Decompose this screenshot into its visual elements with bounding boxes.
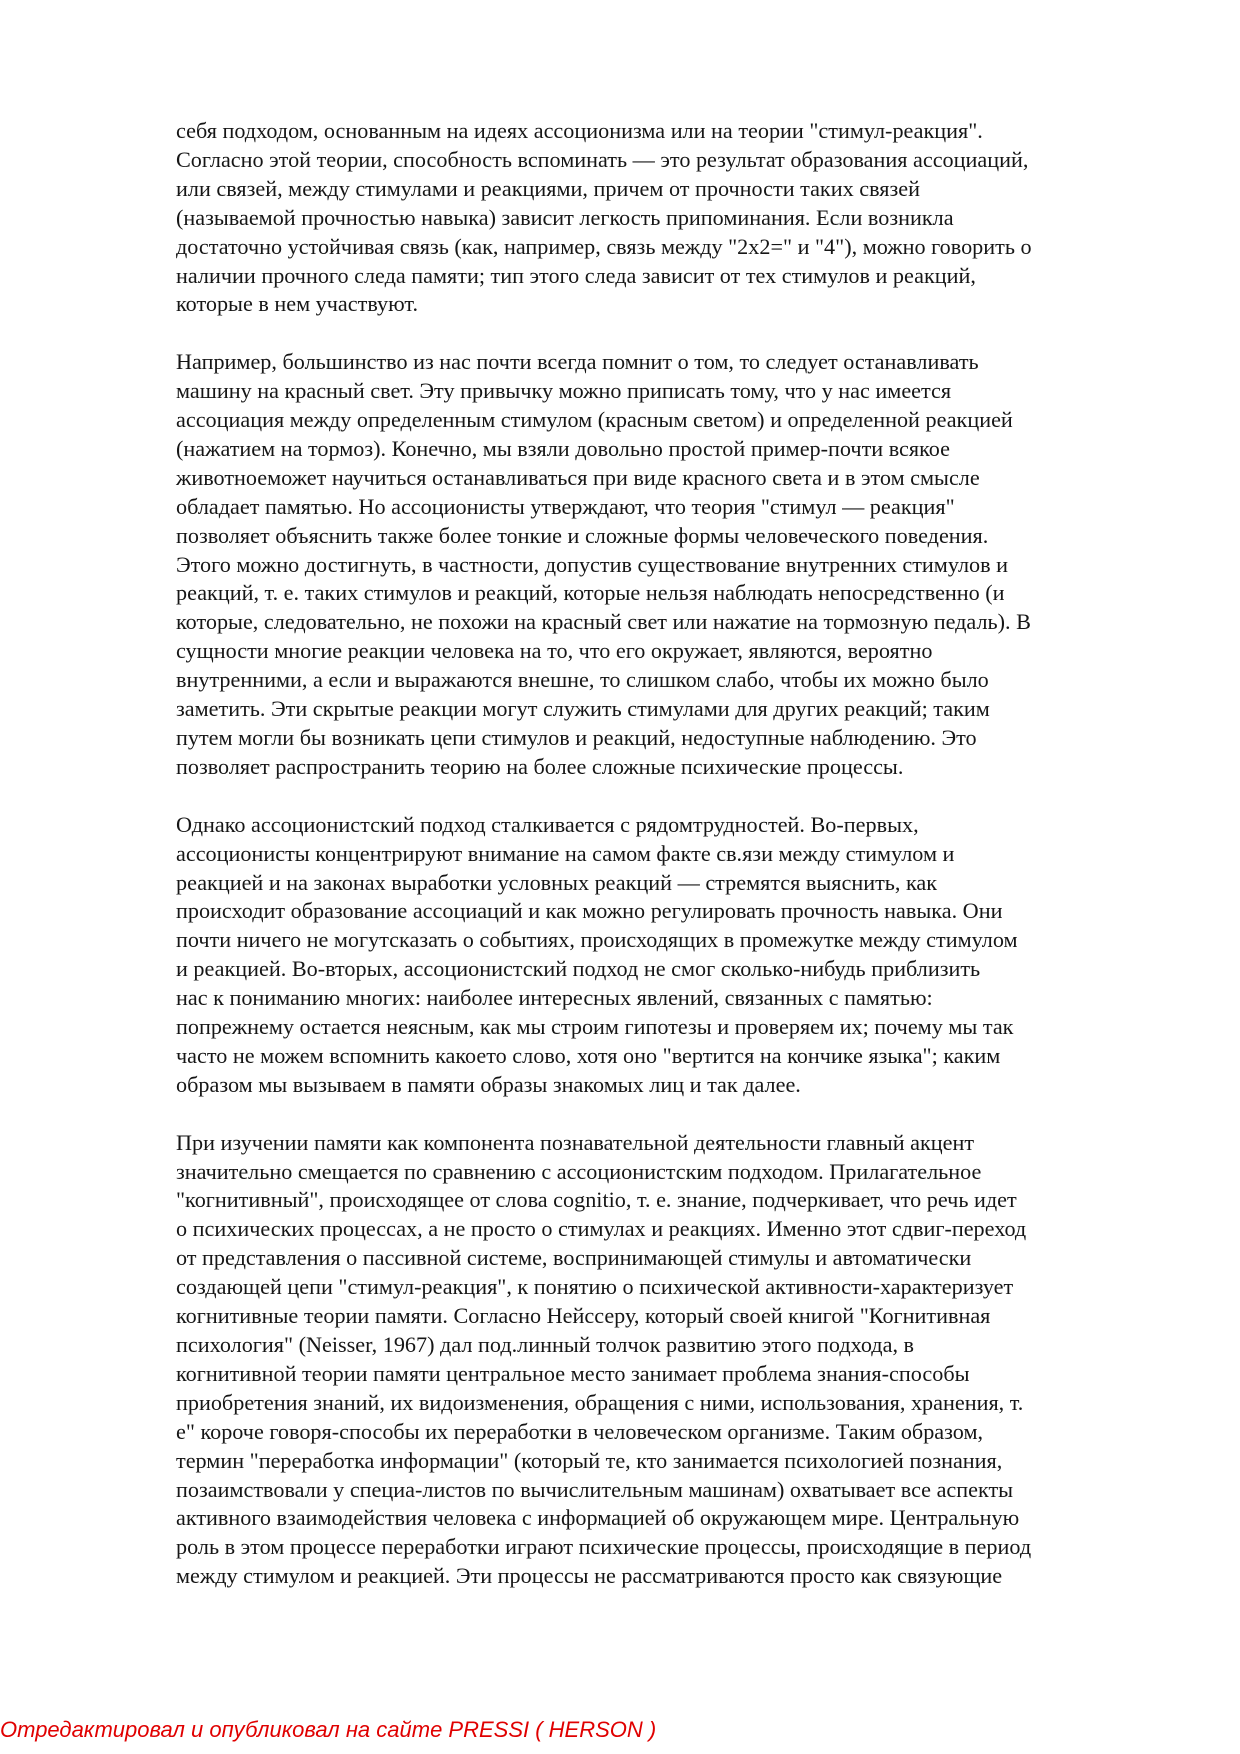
text-line: обладает памятью. Но ассоционисты утверждают, что теория "стимул — реакция" [176, 493, 955, 519]
text-line: между стимулом и реакцией. Эти процессы не рассматриваются просто как связующие [176, 1563, 1003, 1589]
text-line: от представления о пассивной системе, воспринимающей стимулы и автоматически [176, 1245, 972, 1271]
text-line: реакцией и на законах выработки условных реакций — стремятся выяснить, как [176, 869, 938, 895]
text-line: происходит образование ассоциаций и как можно регулировать прочность навыка. Они [176, 898, 1003, 924]
text-line: позаимствовали у специа-листов по вычислительным машинам) охватывает все аспекты [176, 1476, 1014, 1502]
text-line: путем могли бы возникать цепи стимулов и реакций, недоступные наблюдению. Это [176, 725, 977, 751]
text-line: (нажатием на тормоз). Конечно, мы взяли довольно простой пример-почти всякое [176, 435, 950, 461]
text-line: создающей цепи "стимул-реакция", к понятию о психической активности-характеризует [176, 1274, 1014, 1300]
text-line: часто не можем вспомнить какоето слово, хотя оно "вертится на кончике языка"; каким [176, 1042, 1001, 1068]
text-line: почти ничего не могутсказать о событиях, происходящих в промежутке между стимулом [176, 927, 1018, 953]
text-line: реакций, т. е. таких стимулов и реакций, которые нельзя наблюдать непосредственно (и [176, 580, 1005, 606]
text-line: заметить. Эти скрытые реакции могут служить стимулами для других реакций; таким [176, 696, 990, 722]
text-line: которые, следовательно, не похожи на красный свет или нажатие на тормозную педаль). В [176, 609, 1031, 635]
text-line: Согласно этой теории, способность вспоминать — это результат образования ассоциаций, [176, 146, 1029, 172]
text-line: (называемой прочностью навыка) зависит легкость припоминания. Если возникла [176, 204, 954, 230]
text-line: которые в нем участвуют. [176, 291, 418, 317]
text-line: когнитивные теории памяти. Согласно Нейссеру, который своей книгой "Когнитивная [176, 1303, 991, 1329]
text-line: термин "переработка информации" (который те, кто занимается психологией познания, [176, 1447, 1003, 1473]
text-line: ассоционисты концентрируют внимание на самом факте св.язи между стимулом и [176, 840, 955, 866]
text-line: позволяет распространить теорию на более сложные психические процессы. [176, 753, 904, 779]
publisher-note: Отредактировал и опубликовал на сайте PRESSI ( HERSON ) [0, 1717, 657, 1742]
text-line: роль в этом процессе переработки играют психические процессы, происходящие в период [176, 1534, 1032, 1560]
text-line: активного взаимодействия человека с информацией об окружающем мире. Центральную [176, 1505, 1020, 1531]
text-line: образом мы вызываем в памяти образы знакомых лиц и так далее. [176, 1071, 801, 1097]
text-line: наличии прочного следа памяти; тип этого следа зависит от тех стимулов и реакций, [176, 262, 976, 288]
text-line: или связей, между стимулами и реакциями, причем от прочности таких связей [176, 175, 920, 201]
text-line: машину на красный свет. Эту привычку можно приписать тому, что у нас имеется [176, 378, 952, 404]
text-line: нас к пониманию многих: наиболее интересных явлений, связанных с памятью: [176, 985, 933, 1011]
text-line: приобретения знаний, их видоизменения, обращения с ними, использования, хранения, т. [176, 1389, 1024, 1415]
text-line: когнитивной теории памяти центральное место занимает проблема знания-способы [176, 1360, 970, 1386]
text-line: психология" (Neisser, 1967) дал под.линный толчок развитию этого подхода, в [176, 1332, 915, 1358]
text-line: животноеможет научиться останавливаться при виде красного света и в этом смысле [176, 464, 980, 490]
text-line: внутренними, а если и выражаются внешне, то слишком слабо, чтобы их можно было [176, 667, 989, 693]
document-body [176, 117, 1162, 1620]
text-line: е" короче говоря-способы их переработки в человеческом организме. Таким образом, [176, 1418, 984, 1444]
paragraph [176, 117, 1162, 319]
text-line: себя подходом, основанным на идеях ассоционизма или на теории "стимул-реакция". [176, 118, 983, 143]
text-line: Этого можно достигнуть, в частности, допустив существование внутренних стимулов и [176, 551, 1009, 577]
text-line: "когнитивный", происходящее от слова cognitio, т. е. знание, подчеркивает, что речь идет [176, 1187, 1017, 1213]
paragraph [176, 1129, 1162, 1592]
text-line: При изучении памяти как компонента познавательной деятельности главный акцент [176, 1129, 975, 1155]
text-line: сущности многие реакции человека на то, что его окружает, являются, вероятно [176, 638, 933, 664]
text-line: достаточно устойчивая связь (как, например, связь между "2x2=" и "4"), можно говорить о [176, 233, 1032, 259]
text-line: Например, большинство из нас почти всегда помнит о том, то следует останавливать [176, 349, 979, 375]
text-line: попрежнему остается неясным, как мы строим гипотезы и проверяем их; почему мы так [176, 1014, 1014, 1040]
text-line: позволяет объяснить также более тонкие и сложные формы человеческого поведения. [176, 522, 989, 548]
text-line: о психических процессах, а не просто о стимулах и реакциях. Именно этот сдвиг-переход [176, 1216, 1027, 1242]
text-line: ассоциация между определенным стимулом (красным светом) и определенной реакцией [176, 407, 1013, 433]
paragraph [176, 348, 1162, 782]
text-line: и реакцией. Во-вторых, ассоционистский подход не смог сколько-нибудь приблизить [176, 956, 981, 982]
text-line: значительно смещается по сравнению с ассоционистским подходом. Прилагательное [176, 1158, 982, 1184]
paragraph [176, 811, 1162, 1100]
text-line: Однако ассоционистский подход сталкивается с рядомтрудностей. Во-первых, [176, 811, 919, 837]
